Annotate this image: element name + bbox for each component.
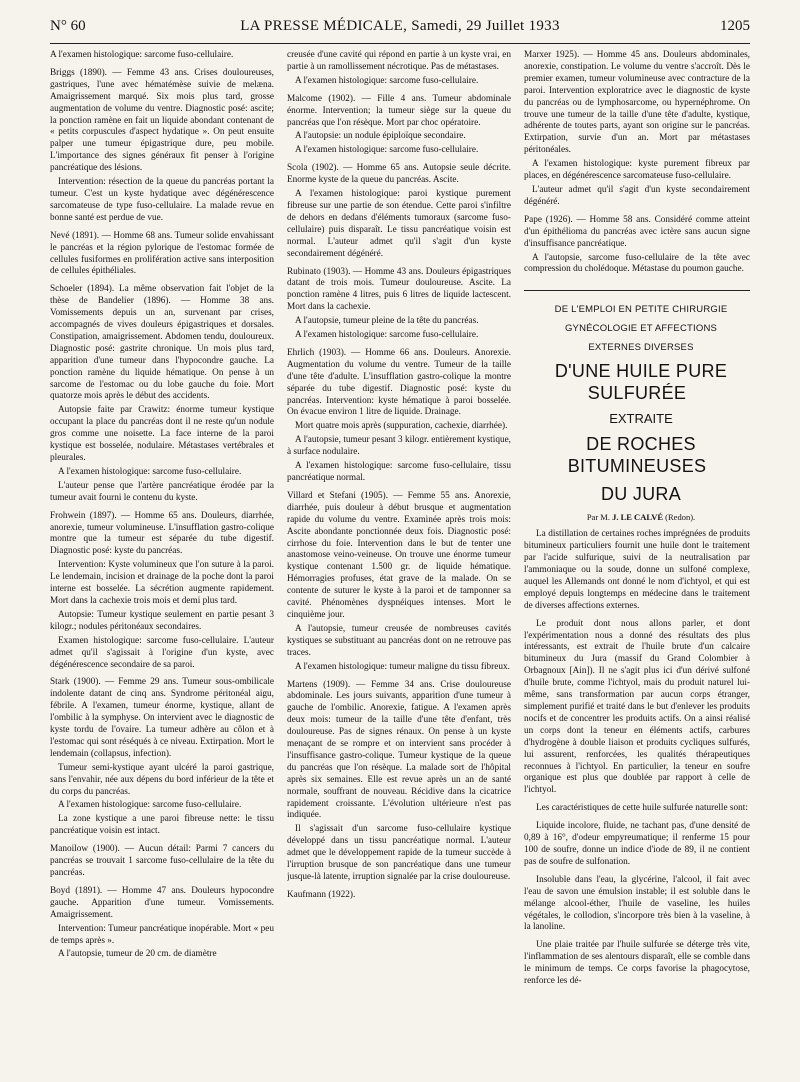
case-report-paragraph: Manoilow (1900). — Aucun détail: Parmi 7 cancers du pancréas se trouvait 1 sarcome fuso-cellulaire de la tête du pancréas. — [50, 844, 274, 878]
case-report-paragraph: A l'examen histologique: sarcome fuso-cellulaire. — [295, 145, 479, 156]
case-report-paragraph: A l'autopsie, tumeur pleine de la tête du pancréas. — [295, 316, 479, 327]
case-report-paragraph: A l'examen histologique: tumeur maligne du tissu fibreux. — [295, 661, 510, 672]
case-report-paragraph: A l'examen histologique: sarcome fuso-cellulaire. — [295, 75, 479, 86]
byline-author: J. LE CALVÉ — [612, 512, 664, 523]
case-report-paragraph: Intervention: Kyste volumineux que l'on suture à la paroi. Le lendemain, incision et drainage de la poche dont la paroi interne est bosselée. La sécrétion augmente rapidement. Mort dans la cachexie trois mois et demi plus tard. — [50, 560, 274, 606]
case-report-paragraph: Schoeler (1894). La même observation fait l'objet de la thèse de Bandelier (1896). — Homme 38 ans. Vomissements depuis un an, survenant par crises, accompagnés de vives douleurs épigastriques et dorsales. Constipation, amaigrissement. Abdomen tendu, douloureux. Diagnostic posé: gastrite chronique. Un mois plus tard, apparition d'une tumeur dans l'hypocondre gauche. La ponction ramène du liquide hématique. On pense à un sarcome de l'estomac ou du lobe gauche du foie. Mort quatorze mois après le début des accidents. — [50, 284, 274, 402]
case-report-paragraph: Rubinato (1903). — Homme 43 ans. Douleurs épigastriques datant de trois mois. Tumeur douloureuse. Ascite. La ponction ramène 4 litres, puis 6 litres de liquide lactescent. Mort dans la cachexie. — [287, 266, 511, 313]
byline-suffix: (Redon). — [663, 512, 696, 523]
case-report-paragraph: Intervention: résection de la queue du pancréas portant la tumeur. C'est un kyste hydatique avec dégénérescence sarcomateuse de type fuso-cellulaire. La malade revue en bonne santé est perdue de vue. — [50, 177, 274, 223]
article-heading — [524, 360, 750, 505]
case-report-paragraph: La zone kystique a une paroi fibreuse nette: le tissu pancréatique voisin est intact. — [50, 814, 274, 837]
kicker-line: DE L'EMPLOI EN PETITE CHIRURGIE — [554, 304, 728, 316]
byline-prefix: Par M. — [586, 512, 613, 523]
heading-line: EXTRAITE — [609, 411, 673, 427]
case-report-paragraph: Scola (1902). — Homme 65 ans. Autopsie seule décrite. Enorme kyste de la queue du pancréas. Ascite. — [287, 163, 511, 186]
case-report-paragraph: A l'examen histologique: kyste purement fibreux par places, en dégénérescence sarcomateuse fuso-cellulaire. — [524, 159, 750, 182]
case-report-paragraph: A l'autopsie, tumeur creusée de nombreuses cavités kystiques se substituant au pancréas dont on ne retrouve pas traces. — [287, 623, 511, 658]
case-report-paragraph: Tumeur semi-kystique ayant ulcéré la paroi gastrique, sans l'envahir, née aux dépens du bord inférieur de la tête et du corps du pancréas. — [50, 762, 274, 797]
article-paragraph: Les caractéristiques de cette huile sulfurée naturelle sont: — [536, 803, 748, 814]
case-report-paragraph: Martens (1909). — Femme 34 ans. Crise douloureuse abdominale. Les jours suivants, apparition d'une tumeur à gauche de l'ombilic. Anorexie, fatigue. A l'examen après deux mois: tumeur de la taille d'une tête d'enfant, très douloureuse. Pas de signes rénaux. On pense à un kyste menaçant de se rompre et on intervient sans procéder à l'insuffisance gastro-colique. Tumeur kystique de la queue du pancréas que l'on résèque. La malade sort de l'hôpital après six semaines. Elle est revue après un an de santé normale, souffrant de nouveau. Récidive dans la cicatrice rapidement croissante. L'évolution ultérieure n'est pas indiquée. — [287, 679, 511, 821]
case-report-paragraph: A l'examen histologique: paroi kystique purement fibreuse sur une partie de son étendue. Cette paroi s'infiltre de dehors en dedans d'éléments tumoraux (sarcome fuso-cellulaire) puis disparaît. Le tissu pancréatique voisin est normal. L'auteur admet qu'il s'agit d'un kyste secondairement dégénéré. — [287, 189, 511, 259]
case-report-paragraph: A l'autopsie, sarcome fuso-cellulaire de la tête avec compression du cholédoque. Métastase du poumon gauche. — [524, 252, 750, 275]
case-report-paragraph: Villard et Stefani (1905). — Femme 55 ans. Anorexie, diarrhée, puis douleur à début brusque et augmentation rapide du volume du ventre. Examinée après trois mois: Ascite abondante ponctionnée deux fois. Diagnostic posé: cirrhose du foie. Intervention dans le but de tenter une anastomose veino-veineuse. On trouve une énorme tumeur kystique contenant 1.500 gr. de liquide hématique. Hémorragies profuses, état grave de la malade. On se contente de suturer le kyste à la paroi et de tamponner sa cavité. Phénomènes dyspnéiques intenses. Mort le cinquième jour. — [287, 490, 511, 620]
case-report-paragraph: Kaufmann (1922). — [287, 889, 356, 900]
case-report-paragraph: A l'autopsie: un nodule épiploïque secondaire. — [295, 131, 466, 142]
issue-number: N° 60 — [50, 18, 86, 34]
article-paragraph: Le produit dont nous allons parler, et dont l'expérimentation nous a donné des résultats des plus intéressants, est extrait de l'huile brute d'un calcaire bitumineux du Jura (massif du Grand Colombier à Orbagnoux [Ain]). Il ne s'agit plus ici d'un dérivé sulfoné d'huile brute, comme l'ichtyol, mais du produit naturel lui-même, sans transformation par aucun corps étranger, simplement purifié et traité dans le but d'enlever les produits nocifs et de concentrer les produits actifs. On a ainsi réalisé un corps dont la teneur en éléments actifs, carbures d'hydrogène à double liaison et produits cycliques sulfurés, lui assurent, renforcées, les qualités thérapeutiques reconnues à l'ichtyol. En particulier, la teneur en soufre organique est plus que doublée par rapport à celle de l'ichtyol. — [524, 618, 750, 796]
case-report-paragraph: A l'examen histologique: sarcome fuso-cellulaire. — [58, 800, 242, 811]
case-report-paragraph: A l'examen histologique: sarcome fuso-cellulaire. — [50, 50, 234, 60]
article-paragraph: Insoluble dans l'eau, la glycérine, l'alcool, il fait avec l'eau de savon une émulsion instable; il est soluble dans le mélange alcool-éther, l'huile de vaseline, les huiles végétales, le collodion, s'incorpore très bien à la vaseline, à la lanoline. — [524, 874, 750, 933]
case-report-paragraph: A l'examen histologique: sarcome fuso-cellulaire, tissu pancréatique normal. — [287, 461, 511, 483]
column-middle — [287, 50, 511, 1075]
case-report-paragraph: Briggs (1890). — Femme 43 ans. Crises douloureuses, gastriques, l'une avec hématémèse suivie de melæna. Amaigrissement marqué. Six mois plus tard, grosse augmentation de volume du ventre. Diagnostic posé: ascite; la ponction ramène en fait un liquide abondant contenant de « petits corpuscules d'aspect hydatique ». On peut ensuite palper une tumeur épigastrique dure, peu mobile. L'importance des signes généraux fit penser à l'origine pancréatique des lésions. — [50, 67, 274, 174]
kicker-line: GYNÉCOLOGIE ET AFFECTIONS — [564, 323, 718, 335]
case-report-paragraph: Autopsie faite par Crawitz: énorme tumeur kystique occupant la place du pancréas dont il ne reste qu'un nodule gros comme une noisette. La face interne de la paroi kystique est bosselée, nodulaire. Métastases vertébrales et pleurales. — [50, 405, 274, 463]
article-paragraph: La distillation de certaines roches imprégnées de produits bitumineux particuliers fournit une huile dont le traitement par l'acide sulfurique, suivi de la neutralisation par l'ammoniaque ou la soude, donne un sulfoné complexe, auquel les Allemands ont donné le nom d'ichtyol, et qui est employé depuis longtemps en médecine dans le traitement de diverses affections externes. — [524, 529, 750, 611]
heading-line: DE ROCHES BITUMINEUSES — [567, 434, 707, 477]
case-reports-continued — [524, 50, 750, 276]
case-report-paragraph: Malcome (1902). — Fille 4 ans. Tumeur abdominale énorme. Intervention; la tumeur siège sur la queue du pancréas que l'on résèque. Mort par choc opératoire. — [287, 93, 511, 128]
column-left — [50, 50, 274, 1075]
case-report-paragraph: Boyd (1891). — Homme 47 ans. Douleurs hypocondre gauche. Apparition d'une tumeur. Vomissements. Amaigrissement. — [50, 885, 274, 920]
heading-line: D'UNE HUILE PURE SULFURÉE — [554, 361, 728, 404]
article-paragraph: Liquide incolore, fluide, ne tachant pas, d'une densité de 0,89 à 16°, d'odeur empyreumatique; il renferme 15 pour 100 de soufre, donne un indice d'iode de 89, il ne contient pas de soufre de sulfonation. — [524, 821, 750, 867]
case-report-paragraph: L'auteur admet qu'il s'agit d'un kyste secondairement dégénéré. — [524, 184, 750, 207]
case-report-paragraph: Mort quatre mois après (suppuration, cachexie, diarrhée). — [295, 421, 508, 432]
column-right — [524, 50, 750, 1075]
case-report-paragraph: Intervention: Tumeur pancréatique inopérable. Mort « peu de temps après ». — [50, 923, 274, 946]
article-paragraph: Une plaie traitée par l'huile sulfurée se déterge très vite, l'inflammation de ses alentours disparaît, elle se comble dans le minimum de temps. Ce corps favorise la phagocytose, renforce les dé- — [524, 940, 750, 987]
case-report-paragraph: Autopsie: Tumeur kystique seulement en partie pesant 3 kilogr.; nodules péritonéaux secondaires. — [50, 609, 274, 632]
page-number: 1205 — [720, 18, 750, 34]
case-report-paragraph: Stark (1900). — Femme 29 ans. Tumeur sous-ombilicale indolente datant de cinq ans. Syndrome péritonéal aigu, fébrile. A l'examen, tumeur énorme, kystique, allant de l'ombilic à la symphyse. On intervient avec le diagnostic de kyste tordu de l'ovaire. La tumeur adhère au côlon et à l'estomac qui sont réséqués à ce niveau. Extirpation. Mort le lendemain (collapsus, infection). — [50, 677, 274, 759]
case-report-paragraph: A l'autopsie, tumeur de 20 cm. de diamètre — [58, 949, 217, 960]
case-report-paragraph: Frohwein (1897). — Homme 65 ans. Douleurs, diarrhée, anorexie, tumeur volumineuse. L'insufflation gastro-colique montre que la tumeur est séparée du tube digestif. Diagnostic posé: kyste du pancréas. — [50, 510, 274, 557]
case-report-paragraph: Examen histologique: sarcome fuso-cellulaire. L'auteur admet qu'il s'agissait à l'origine d'un kyste, avec dégénérescence secondaire de sa paroi. — [50, 635, 274, 670]
case-report-paragraph: Il s'agissait d'un sarcome fuso-cellulaire kystique développé dans un tissu pancréatique normal. L'auteur admet que le développement rapide de la tumeur succède à l'irruption brusque de son pancréatique dans une tumeur jusque-là latente, irruption signalée par la crise douloureuse. — [287, 824, 511, 882]
case-report-paragraph: L'auteur pense que l'artère pancréatique érodée par la tumeur avait fourni le contenu du kyste. — [50, 480, 274, 503]
case-report-paragraph: creusée d'une cavité qui répond en partie à un kyste vrai, en partie à un ramollissement nécrotique. Pas de métastases. — [287, 50, 511, 72]
page-header — [50, 18, 750, 40]
article-kicker — [524, 303, 750, 354]
case-report-paragraph: Marxer 1925). — Homme 45 ans. Douleurs abdominales, anorexie, constipation. Le volume du ventre s'accroît. Dès le premier examen, tumeur volumineuse avec contracture de la paroi. Intervention exploratrice avec le diagnostic de kyste du pancréas ou de lymphosarcome, ou hypernéphrome. On trouve une tumeur de la taille d'une tête d'adulte, kystique, adhérente de toutes parts, ayant son origine sur le pancréas. Extirpation, survie d'un an. Mort par métastases péritonéales. — [524, 50, 750, 156]
case-report-paragraph: A l'examen histologique: sarcome fuso-cellulaire. — [295, 330, 479, 341]
case-report-paragraph: A l'examen histologique: sarcome fuso-cellulaire. — [58, 466, 242, 477]
case-report-paragraph: Pape (1926). — Homme 58 ans. Considéré comme atteint d'un épithélioma du pancréas avec ictère sans aucun signe d'insuffisance pancréatique. — [524, 214, 750, 249]
case-report-paragraph: A l'autopsie, tumeur pesant 3 kilogr. entièrement kystique, à surface nodulaire. — [287, 435, 511, 458]
article-body — [524, 529, 750, 988]
header-rule — [50, 43, 750, 44]
article-byline — [524, 511, 750, 523]
case-report-paragraph: Ehrlich (1903). — Homme 66 ans. Douleurs. Anorexie. Augmentation du volume du ventre. Tumeur de la taille d'une tête d'adulte. L'insufflation gastro-colique la montre séparée du tube digestif. Diagnostic posé: kyste du pancréas. Intervention: kyste hématique à paroi bosselée. On évacue environ 1 litre de liquide. Drainage. — [287, 347, 511, 418]
kicker-line: EXTERNES DIVERSES — [588, 342, 694, 354]
article-divider — [524, 290, 750, 291]
heading-line: DU JURA — [600, 484, 682, 505]
journal-title: LA PRESSE MÉDICALE, Samedi, 29 Juillet 1933 — [240, 18, 560, 34]
case-report-paragraph: Nevé (1891). — Homme 68 ans. Tumeur solide envahissant le pancréas et la région pylorique de l'estomac formée de cellules fusiformes en prolifération active sans interposition de cellules épithéliales. — [50, 230, 274, 277]
